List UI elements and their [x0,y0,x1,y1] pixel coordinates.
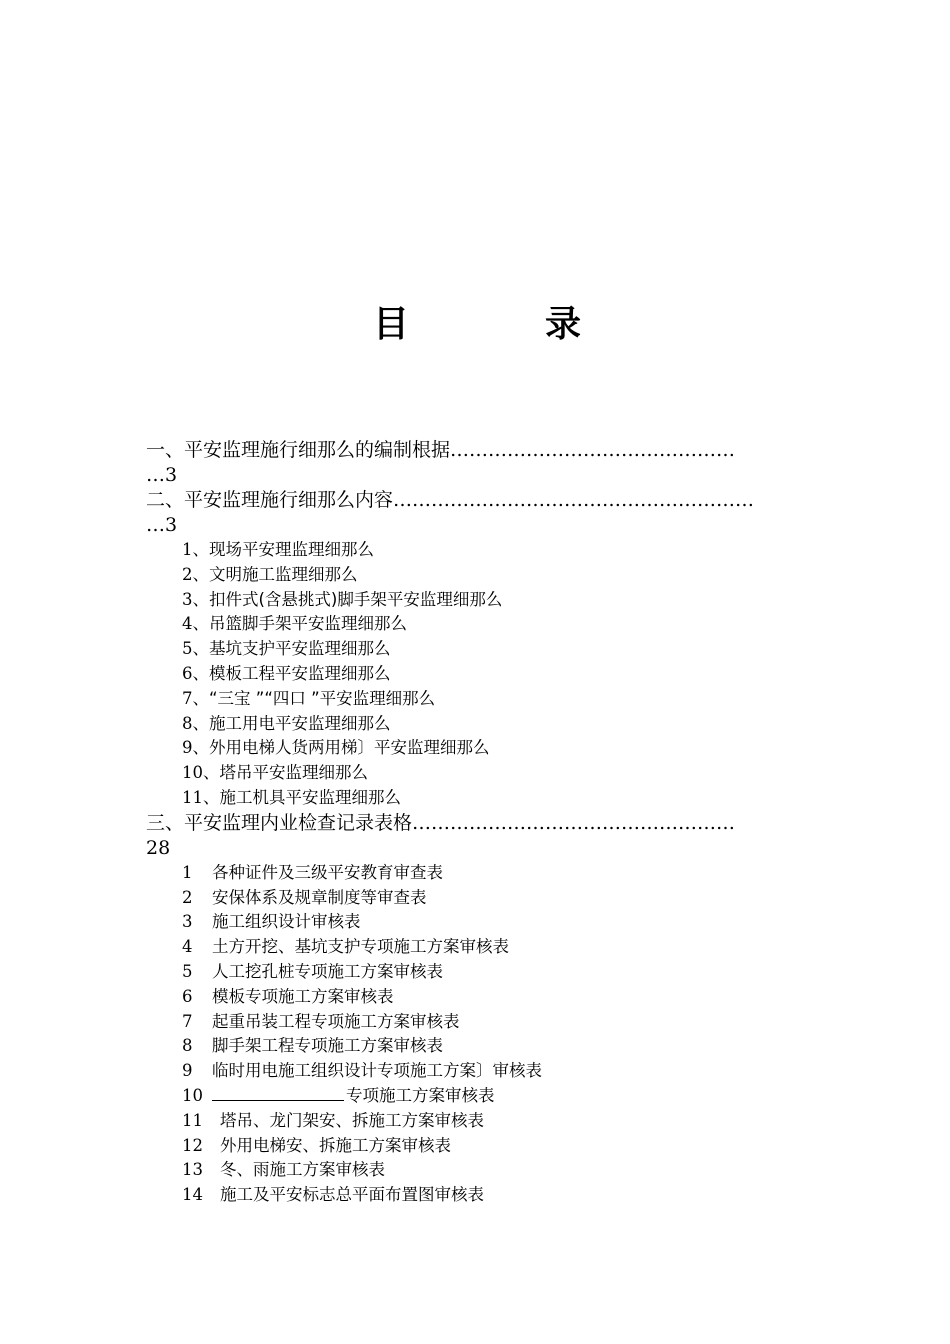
toc-item[interactable] [146,886,806,911]
toc-item[interactable] [146,712,806,737]
toc-item-number: 5 [182,961,193,981]
toc-item-label: 施工机具平安监理细那么 [219,787,401,807]
toc-item[interactable] [146,786,806,811]
toc-item[interactable] [146,1134,806,1159]
toc-item-number: 2 [182,887,193,907]
toc-item[interactable] [146,1059,806,1084]
toc-item-label: 施工及平安标志总平面布置图审核表 [220,1185,484,1205]
toc-item[interactable] [146,1158,806,1183]
toc-item-number: 8、 [182,713,209,733]
toc-item-number: 1、 [182,540,209,559]
toc-item[interactable] [146,1010,806,1035]
toc-item-label: 扣件式(含悬挑式)脚手架平安监理细那么 [209,589,503,609]
toc-item[interactable] [146,563,806,588]
toc-item-label: 模板工程平安监理细那么 [209,663,391,683]
toc-item-label: 各种证件及三级平安教育审查表 [212,862,443,882]
table-of-contents [146,438,806,1208]
toc-item-label: 塔吊、龙门架安、拆施工方案审核表 [220,1110,484,1130]
toc-item-label: “三宝 ”“四口 ”平安监理细那么 [209,688,436,708]
toc-item[interactable] [146,637,806,662]
toc-item-label: 文明施工监理细那么 [209,564,358,584]
toc-item-label: 冬、雨施工方案审核表 [220,1160,385,1180]
toc-item-label: 起重吊装工程专项施工方案审核表 [212,1011,460,1031]
toc-item-number: 11 [182,1110,203,1130]
toc-item-label: 施工组织设计审核表 [212,912,361,932]
toc-item[interactable] [146,1183,806,1208]
toc-item-number: 8 [182,1036,193,1056]
toc-item-number: 2、 [182,564,209,584]
toc-item[interactable] [146,612,806,637]
toc-item-label: 安保体系及规章制度等审查表 [212,887,427,907]
toc-item-number: 9 [182,1061,193,1081]
toc-item-number: 10 [182,1085,203,1105]
toc-item-label: 人工挖孔桩专项施工方案审核表 [212,961,443,981]
toc-item-label: 专项施工方案审核表 [346,1085,495,1105]
toc-item-number: 11、 [182,787,220,807]
toc-item-number: 6、 [182,663,209,683]
toc-item[interactable] [146,687,806,712]
toc-item-number: 4、 [182,614,209,634]
toc-item-label: 塔吊平安监理细那么 [219,763,368,783]
toc-section-3[interactable] [146,811,806,861]
toc-section-label: 一、平安监理施行细那么的编制根据……………………………………… [146,439,736,461]
toc-item-number: 14 [182,1185,203,1205]
toc-item-label: 现场平安理监理细那么 [209,540,374,559]
toc-section-page: 28 [146,836,171,859]
toc-item-number: 7 [182,1011,193,1031]
toc-section-page: …3 [146,514,178,536]
toc-section-page: …3 [146,464,178,486]
toc-item-label: 外用电梯安、拆施工方案审核表 [220,1135,451,1155]
toc-item-number: 7、 [182,688,209,708]
toc-item[interactable] [146,1084,806,1109]
toc-section-2[interactable] [146,488,806,538]
toc-item-number: 1 [182,862,193,882]
fill-in-blank [212,1086,344,1101]
toc-item-number: 5、 [182,639,209,659]
toc-item[interactable] [146,985,806,1010]
title-char-1: 目 [373,304,410,345]
title-char-2: 录 [545,304,582,345]
toc-item-label: 模板专项施工方案审核表 [212,986,394,1006]
toc-section-label: 三、平安监理内业检查记录表格…………………………………………… [146,811,736,834]
toc-item[interactable] [146,1034,806,1059]
toc-item[interactable] [146,1109,806,1134]
toc-item[interactable] [146,761,806,786]
toc-section-label: 二、平安监理施行细那么内容………………………………………………… [146,489,755,511]
toc-item-label: 外用电梯人货两用梯〕平安监理细那么 [209,738,490,758]
toc-item-label: 土方开挖、基坑支护专项施工方案审核表 [212,937,509,957]
toc-item-label: 脚手架工程专项施工方案审核表 [212,1036,443,1056]
toc-item[interactable] [146,662,806,687]
toc-item-number: 9、 [182,738,209,758]
toc-item-number: 13 [182,1160,203,1180]
toc-item[interactable] [146,861,806,886]
toc-item-number: 12 [182,1135,203,1155]
toc-item-number: 10、 [182,763,220,783]
toc-item[interactable] [146,588,806,613]
toc-item[interactable] [146,910,806,935]
toc-item[interactable] [146,538,806,563]
toc-section-1[interactable] [146,438,806,488]
toc-item-label: 临时用电施工组织设计专项施工方案〕审核表 [212,1061,542,1081]
toc-item-label: 施工用电平安监理细那么 [209,713,391,733]
toc-item[interactable] [146,960,806,985]
toc-item-label: 吊篮脚手架平安监理细那么 [209,614,407,634]
toc-item-number: 4 [182,937,193,957]
toc-item[interactable] [146,935,806,960]
toc-item-number: 3、 [182,589,209,609]
toc-item[interactable] [146,736,806,761]
toc-item-number: 6 [182,986,193,1006]
toc-item-number: 3 [182,912,193,932]
toc-item-label: 基坑支护平安监理细那么 [209,639,391,659]
